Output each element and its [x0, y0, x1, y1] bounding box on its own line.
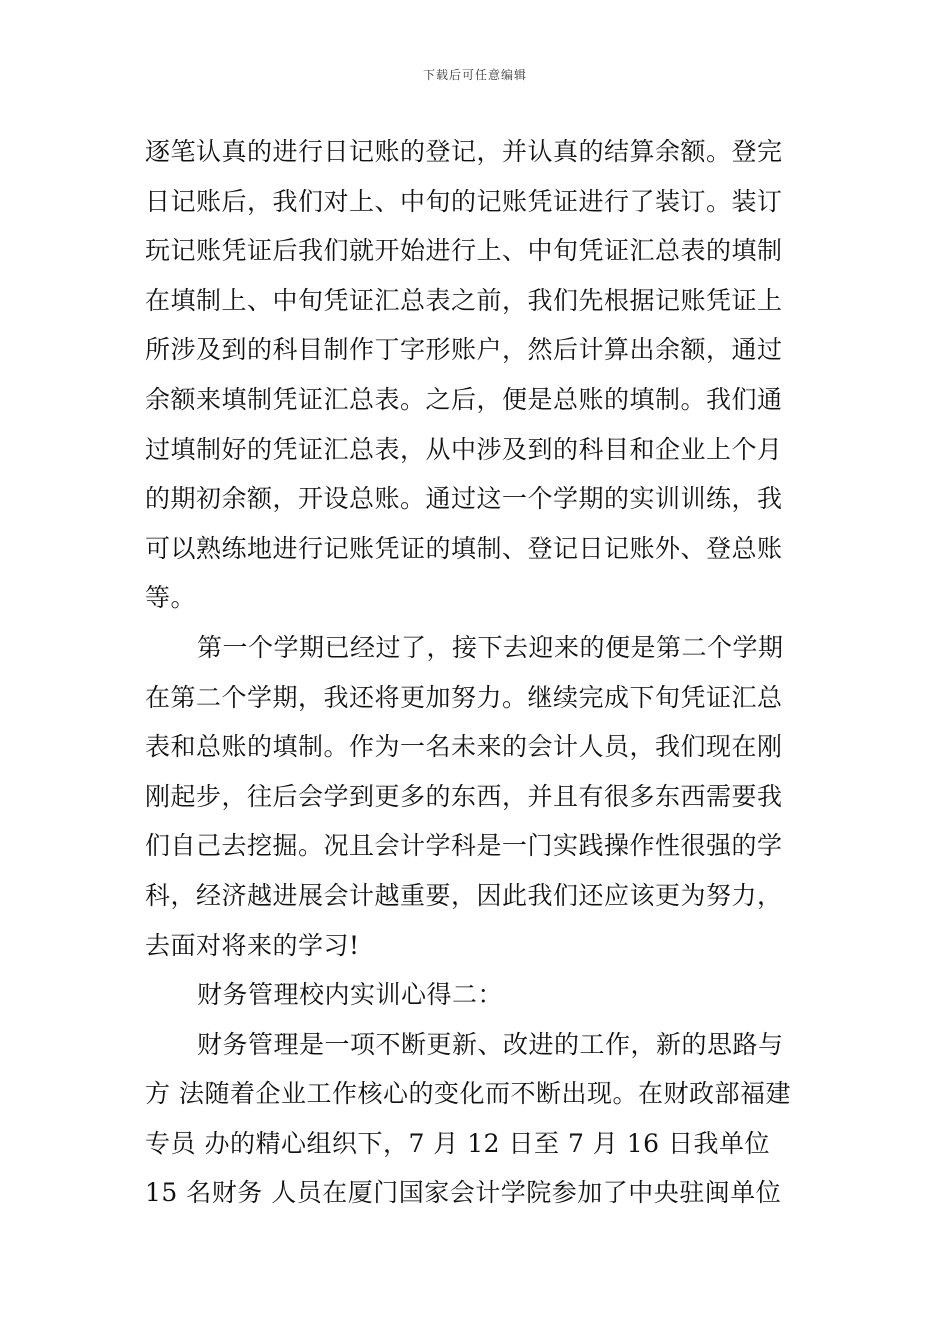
page-header: 下载后可任意编辑 [422, 68, 527, 82]
text-line: 等。 [145, 583, 197, 613]
text-line: 日记账后，我们对上、中旬的记账凭证进行了装订。装订 [145, 186, 783, 216]
text-line: 表和总账的填制。作为一名未来的会计人员，我们现在刚 [145, 732, 783, 762]
text-line: 的期初余额，开设总账。通过这一个学期的实训训练，我 [145, 484, 783, 514]
text-line: 所涉及到的科目制作丁字形账户，然后计算出余额，通过 [145, 335, 783, 365]
text-line: 方 法随着企业工作核心的变化而不断出现。在财政部福建 [145, 1079, 791, 1109]
text-line: 财务管理是一项不断更新、改进的工作，新的思路与 [197, 1029, 784, 1059]
text-line: 去面对将来的学习! [145, 930, 360, 960]
text-line: 15 名财务 人员在厦门国家会计学院参加了中央驻闽单位 [145, 1178, 782, 1208]
text-line: 玩记账凭证后我们就开始进行上、中旬凭证汇总表的填制 [145, 236, 783, 266]
text-line: 科，经济越进展会计越重要，因此我们还应该更为努力， [145, 880, 783, 910]
text-line: 专员 办的精心组织下，7 月 12 日至 7 月 16 日我单位 [145, 1128, 771, 1158]
text-line: 可以熟练地进行记账凭证的填制、登记日记账外、登总账 [145, 533, 783, 563]
text-line: 们自己去挖掘。况且会计学科是一门实践操作性很强的学 [145, 831, 783, 861]
text-line: 余额来填制凭证汇总表。之后，便是总账的填制。我们通 [145, 384, 783, 414]
body-text [145, 127, 810, 1218]
text-line: 在第二个学期，我还将更加努力。继续完成下旬凭证汇总 [145, 682, 783, 712]
text-line: 刚起步，往后会学到更多的东西，并且有很多东西需要我 [145, 781, 783, 811]
text-line: 第一个学期已经过了，接下去迎来的便是第二个学期 [197, 632, 784, 662]
section-heading: 财务管理校内实训心得二： [197, 980, 504, 1010]
text-line: 在填制上、中旬凭证汇总表之前，我们先根据记账凭证上 [145, 285, 783, 315]
text-line: 逐笔认真的进行日记账的登记，并认真的结算余额。登完 [145, 137, 783, 166]
text-line: 过填制好的凭证汇总表，从中涉及到的科目和企业上个月 [145, 434, 783, 464]
